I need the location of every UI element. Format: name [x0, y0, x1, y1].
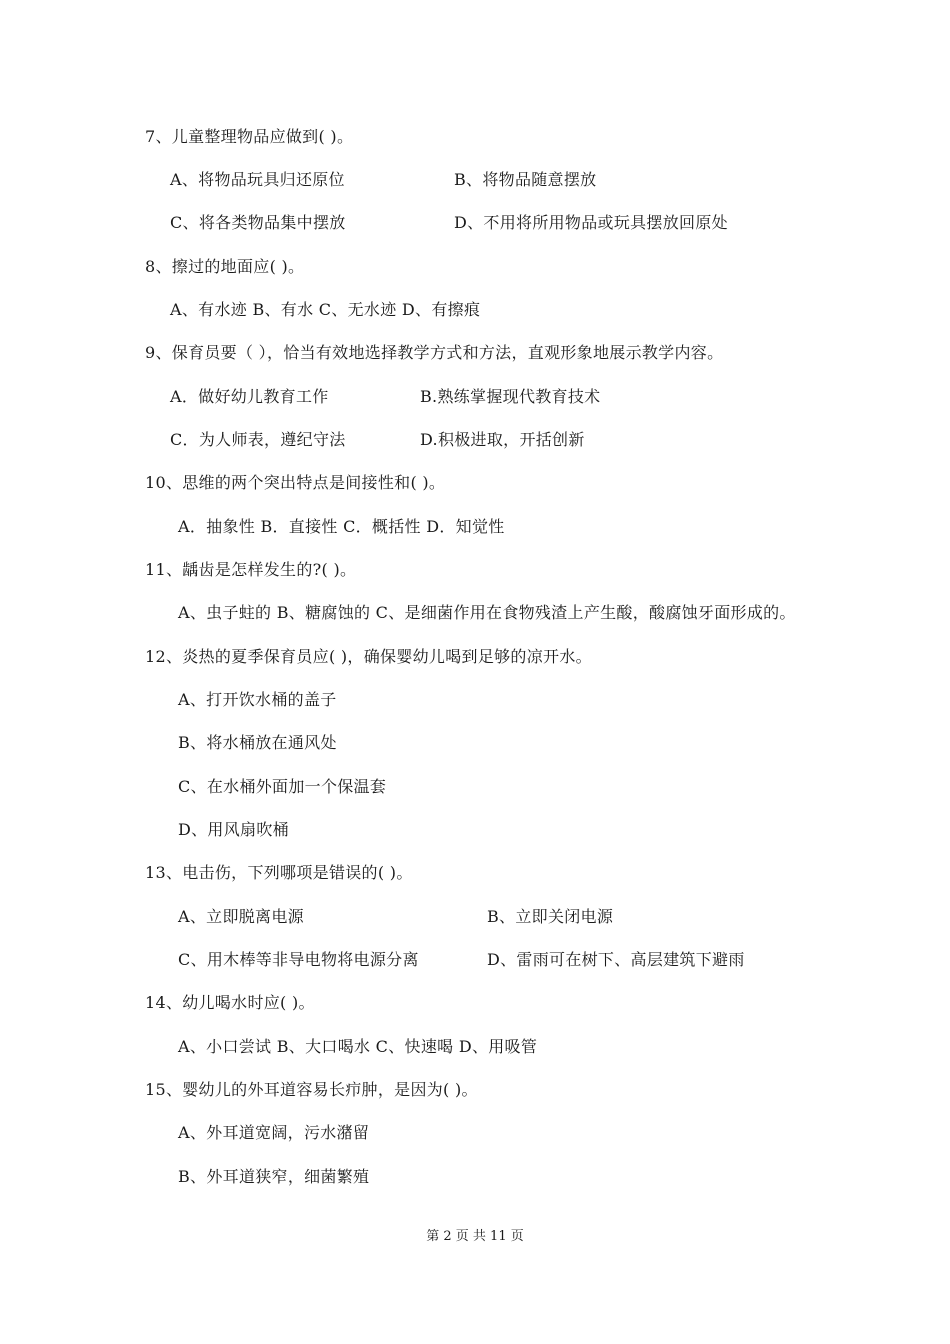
question-option: C、用木棒等非导电物将电源分离	[178, 950, 419, 969]
question-option: A．抽象性 B．直接性 C．概括性 D．知觉性	[178, 517, 505, 536]
question-option: A．做好幼儿教育工作	[170, 387, 329, 406]
question-option: A、小口尝试 B、大口喝水 C、快速喝 D、用吸管	[178, 1037, 538, 1056]
question-option: B、外耳道狭窄，细菌繁殖	[178, 1167, 370, 1186]
question-option: D.积极进取，开括创新	[420, 430, 585, 449]
question-stem: 10、思维的两个突出特点是间接性和( )。	[145, 473, 446, 492]
question-stem: 8、擦过的地面应( )。	[145, 257, 305, 276]
question-option: A、打开饮水桶的盖子	[178, 690, 337, 709]
question-stem: 13、电击伤，下列哪项是错误的( )。	[145, 863, 413, 882]
question-option: A、虫子蛀的 B、糖腐蚀的 C、是细菌作用在食物残渣上产生酸，酸腐蚀牙面形成的。	[178, 603, 796, 622]
question-option: A、有水迹 B、有水 C、无水迹 D、有擦痕	[170, 300, 481, 319]
question-option: D、用风扇吹桶	[178, 820, 289, 839]
question-option: B.熟练掌握现代教育技术	[420, 387, 601, 406]
question-option: C、将各类物品集中摆放	[170, 213, 346, 232]
question-option: D、不用将所用物品或玩具摆放回原处	[454, 213, 728, 232]
question-option: A、外耳道宽阔，污水潴留	[178, 1123, 370, 1142]
question-option: B、将物品随意摆放	[454, 170, 597, 189]
question-stem: 9、保育员要（ ），恰当有效地选择教学方式和方法，直观形象地展示教学内容。	[145, 343, 724, 362]
question-stem: 12、炎热的夏季保育员应( )，确保婴幼儿喝到足够的凉开水。	[145, 647, 592, 666]
question-option: A、立即脱离电源	[178, 907, 304, 926]
question-stem: 11、龋齿是怎样发生的?( )。	[145, 560, 357, 579]
question-option: A、将物品玩具归还原位	[170, 170, 345, 189]
question-option: B、将水桶放在通风处	[178, 733, 337, 752]
question-option: B、立即关闭电源	[487, 907, 614, 926]
question-stem: 15、婴幼儿的外耳道容易长疖肿，是因为( )。	[145, 1080, 478, 1099]
question-option: D、雷雨可在树下、高层建筑下避雨	[487, 950, 745, 969]
question-option: C．为人师表，遵纪守法	[170, 430, 346, 449]
question-option: C、在水桶外面加一个保温套	[178, 777, 387, 796]
question-stem: 7、儿童整理物品应做到( )。	[145, 127, 354, 146]
question-stem: 14、幼儿喝水时应( )。	[145, 993, 315, 1012]
page-number: 第 2 页 共 11 页	[426, 1229, 524, 1244]
